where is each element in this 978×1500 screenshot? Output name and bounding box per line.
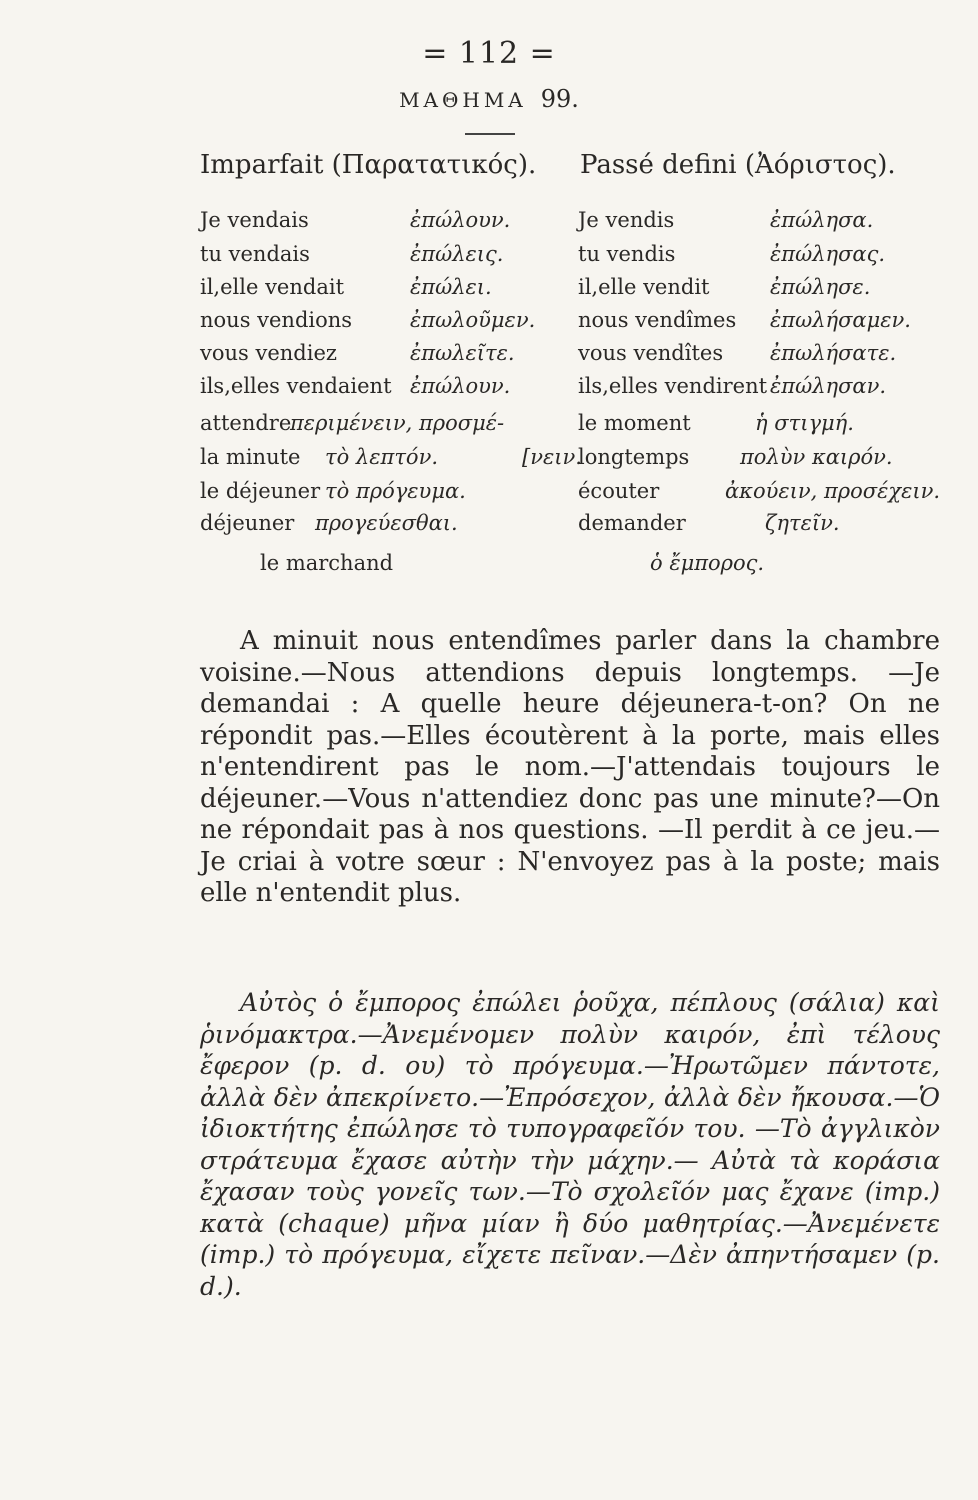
- conj-gr-pd: ἐπωλήσατε.: [770, 341, 897, 365]
- vocab-fr: écouter: [578, 479, 660, 503]
- conj-gr-pd: ἐπώλησε.: [770, 275, 871, 299]
- vocab-gr: προγεύεσθαι.: [315, 511, 458, 535]
- conj-fr-pd: il,elle vendit: [578, 275, 710, 299]
- conj-fr-imp: Je vendais: [200, 208, 309, 232]
- vocab-gr: ἡ στιγμή.: [755, 411, 854, 435]
- vocab-gr: τὸ λεπτόν.: [325, 445, 439, 469]
- vocab-gr: τὸ πρόγευμα.: [325, 479, 466, 503]
- conj-fr-imp: vous vendiez: [200, 341, 337, 365]
- vocab-fr: le moment: [578, 411, 691, 435]
- conj-gr-imp: ἐπώλουν.: [410, 374, 511, 398]
- conj-gr-imp: ἐπώλουν.: [410, 208, 511, 232]
- lesson-title: [0, 85, 978, 113]
- vocab-gr: πολὺν καιρόν.: [740, 445, 893, 469]
- conj-fr-pd: ils,elles vendirent: [578, 374, 768, 398]
- conj-fr-pd: Je vendis: [578, 208, 675, 232]
- vocab-gr: ὁ ἔμπορος.: [650, 551, 765, 575]
- conj-fr-pd: tu vendis: [578, 242, 676, 266]
- conj-gr-pd: ἐπώλησα.: [770, 208, 874, 232]
- conj-gr-imp: ἐπωλοῦμεν.: [410, 308, 536, 332]
- lesson-word: ΜΑΘΗΜΑ: [399, 88, 527, 112]
- passe-defini-heading: Passé defini (Ἀόριστος).: [580, 150, 896, 180]
- vocab-fr: la minute: [200, 445, 301, 469]
- vocab-gr: ἀκούειν, προσέχειν.: [725, 479, 941, 503]
- conj-fr-imp: il,elle vendait: [200, 275, 345, 299]
- title-divider: [465, 133, 515, 135]
- french-exercise: A minuit nous entendîmes parler dans la chambre voisine.—Nous attendions depuis longtemps. —Je demandai : A quelle heure déjeunera-t-on? On ne répondit pas.—Elles écoutèrent à la porte, mais elles n'entendirent pas le nom.—J'attendais toujours le déjeuner.—Vous n'attendiez donc pas une minute?—On ne répondait pas à nos questions. —Il perdit à ce jeu.—Je criai à votre sœur : N'envoyez pas à la poste; mais elle n'entendit plus.: [200, 626, 940, 908]
- conj-gr-pd: ἐπωλήσαμεν.: [770, 308, 911, 332]
- page-number: = 112 =: [422, 36, 556, 71]
- conj-fr-pd: vous vendîtes: [578, 341, 724, 365]
- lesson-number: 99.: [540, 85, 579, 113]
- conj-fr-pd: nous vendîmes: [578, 308, 737, 332]
- conj-gr-pd: ἐπώλησας.: [770, 242, 886, 266]
- vocab-gr: ζητεῖν.: [765, 511, 840, 535]
- conj-gr-imp: ἐπωλεῖτε.: [410, 341, 515, 365]
- vocab-fr: longtemps: [578, 445, 690, 469]
- vocab-fr: le déjeuner: [200, 479, 321, 503]
- conj-gr-imp: ἐπώλει.: [410, 275, 492, 299]
- conj-gr-imp: ἐπώλεις.: [410, 242, 504, 266]
- conj-fr-imp: ils,elles vendaient: [200, 374, 392, 398]
- conj-gr-pd: ἐπώλησαν.: [770, 374, 887, 398]
- vocab-gr-cont: [νειν.: [522, 445, 582, 469]
- imparfait-heading: Imparfait (Παρατατικός).: [200, 150, 537, 180]
- conj-fr-imp: nous vendions: [200, 308, 353, 332]
- vocab-fr: déjeuner: [200, 511, 295, 535]
- vocab-gr: περιμένειν, προσμέ-: [290, 411, 505, 435]
- vocab-fr: attendre: [200, 411, 292, 435]
- vocab-fr: demander: [578, 511, 686, 535]
- vocab-fr: le marchand: [260, 551, 394, 575]
- greek-exercise: Αὐτὸς ὁ ἔμπορος ἐπώλει ῥοῦχα, πέπλους (σάλια) καὶ ῥινόμακτρα.—Ἀνεμένομεν πολὺν καιρόν, ἐπὶ τέλους ἔφερον (p. d. ου) τὸ πρόγευμα.—Ἠρωτῶμεν πάντοτε, ἀλλὰ δὲν ἀπεκρίνετο.—Ἐπρόσεχον, ἀλλὰ δὲν ἤκουσα.—Ὁ ἰδιοκτήτης ἐπώλησε τὸ τυπογραφεῖόν του. —Τὸ ἀγγλικὸν στράτευμα ἔχασε αὐτὴν τὴν μάχην.— Αὐτὰ τὰ κοράσια ἔχασαν τοὺς γονεῖς των.—Τὸ σχολεῖόν μας ἔχανε (imp.) κατὰ (chaque) μῆνα μίαν ἢ δύο μαθητρίας.—Ἀνεμένετε (imp.) τὸ πρόγευμα, εἴχετε πεῖναν.—Δὲν ἀπηντήσαμεν (p. d.).: [200, 988, 940, 1301]
- conj-fr-imp: tu vendais: [200, 242, 310, 266]
- tense-heading: [200, 150, 940, 180]
